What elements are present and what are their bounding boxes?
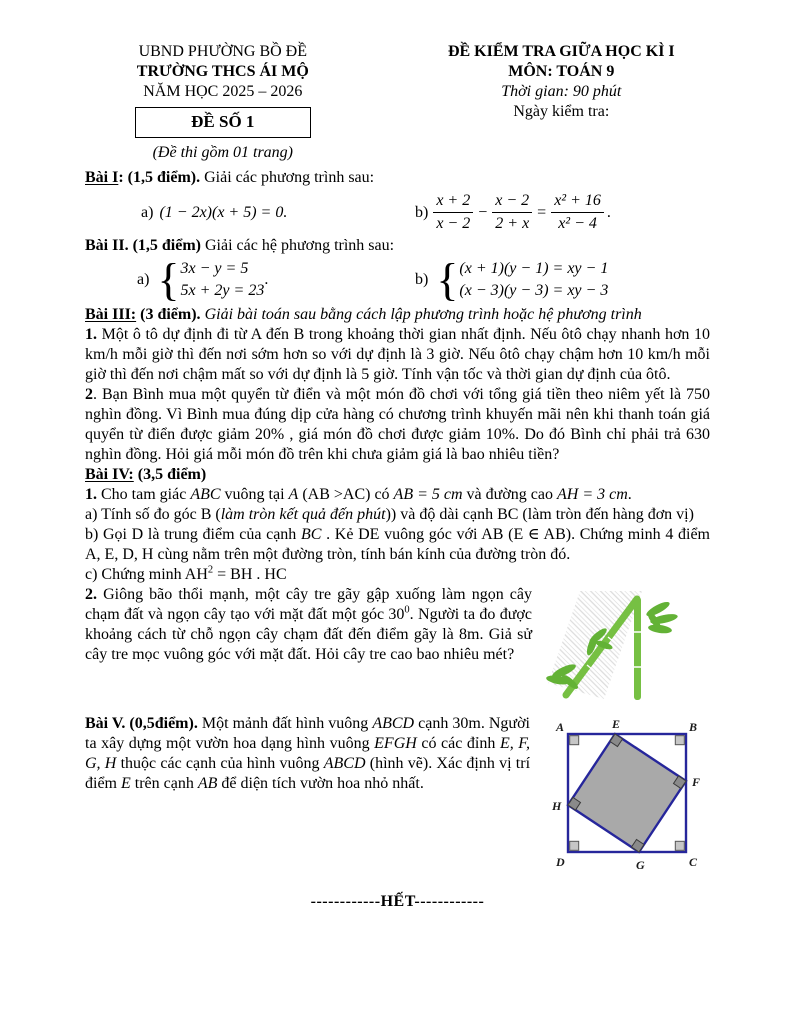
bai5-problem: Bài V. (0,5điểm). Một mảnh đất hình vuông ABCD cạnh 30m. Người ta xây dựng một vườn hoa dạng hình vuông EFGH có các đỉnh E, F, G, H thuộc các cạnh của hình vuông ABCD (hình vẽ). Xác định vị trí điểm E trên cạnh AB để diện tích vườn hoa nhỏ nhất. bbox=[85, 715, 531, 792]
bamboo-vertical-stalk bbox=[634, 597, 641, 700]
bai2-system-a bbox=[137, 253, 399, 305]
label-B: B bbox=[689, 720, 698, 734]
exam-subject: MÔN: TOÁN 9 bbox=[508, 63, 615, 80]
bai1-a-expression: (1 − 2x)(x + 5) = 0. bbox=[159, 203, 288, 221]
bamboo-figure bbox=[542, 587, 710, 705]
section-bai-2 bbox=[85, 236, 710, 305]
bai3-heading bbox=[85, 305, 710, 325]
section-bai-3 bbox=[85, 305, 710, 465]
bai1-points: : (1,5 điểm). bbox=[118, 169, 201, 186]
label-F: F bbox=[692, 775, 701, 789]
system-a-eq2: 5x + 2y = 23 bbox=[180, 282, 265, 299]
left-brace: { bbox=[157, 253, 180, 305]
bai1-equation-a bbox=[141, 203, 399, 223]
header-school-year: NĂM HỌC 2025 – 2026 bbox=[143, 83, 303, 100]
label-A: A bbox=[556, 720, 565, 734]
system-b-eq1: (x + 1)(y − 1) = xy − 1 bbox=[459, 260, 609, 277]
bai4-part-a: a) Tính số đo góc B (làm tròn kết quả đến phút)) và độ dài cạnh BC (làm tròn đến hàng đơn vị) bbox=[85, 506, 694, 523]
bai2-system-b bbox=[415, 253, 609, 305]
fraction-3: $\frac{\text{x² + 16}}{\text{x² − 4}}$ bbox=[551, 191, 604, 234]
exam-title: ĐỀ KIỂM TRA GIỮA HỌC KÌ I bbox=[447, 43, 675, 60]
header-school-block bbox=[85, 42, 361, 163]
section-bai-5 bbox=[85, 714, 710, 874]
bai2-a-label: a) bbox=[137, 271, 150, 288]
bai2-intro: Giải các hệ phương trình sau: bbox=[201, 237, 395, 254]
system-a bbox=[157, 253, 265, 305]
bai4-problem-2: 2. Giông bão thổi mạnh, một cây tre gãy gập xuống làm ngọn cây chạm đất và ngọn cây tạo với mặt đất một góc $30^0$. Người ta đo được khoảng cách từ chỗ ngọn cây chạm đất đến điểm gãy là 8m. Giả sử cây tre mọc vuông góc với mặt đất. Hỏi cây tre cao bao nhiêu mét? bbox=[85, 586, 532, 663]
system-b-eq2: (x − 3)(y − 3) = xy − 3 bbox=[459, 282, 609, 299]
exam-date-label: Ngày kiểm tra: bbox=[513, 103, 610, 120]
square-garden-figure bbox=[540, 716, 710, 872]
section-bai-4 bbox=[85, 465, 710, 707]
left-brace: { bbox=[436, 253, 459, 305]
bai2-systems bbox=[85, 253, 710, 305]
bai1-equation-b bbox=[415, 191, 611, 234]
bai3-problem-2: 2. Bạn Bình mua một quyển từ điển và một món đồ chơi với tổng giá tiền theo niêm yết là 750 nghìn đồng. Vì Bình mua đúng dịp cửa hàng có chương trình khuyến mãi nên khi thanh toán giá quyển từ điển được giảm 20% , giá món đồ chơi được giảm 10%. Do đó Bình chỉ phải trả 630 nghìn đồng. Hỏi giá mỗi món đồ trên khi chưa giảm giá là bao nhiêu tiền? bbox=[85, 386, 710, 463]
bai2-title: Bài II. (1,5 điểm) bbox=[85, 237, 201, 254]
bai4-title: Bài IV: bbox=[85, 466, 134, 483]
minus-operator: − bbox=[478, 203, 488, 221]
bai3-intro: Giải bài toán sau bằng cách lập phương trình hoặc hệ phương trình bbox=[200, 306, 642, 323]
header-authority: UBND PHƯỜNG BỒ ĐỀ bbox=[138, 43, 307, 60]
header-school-name: TRƯỜNG THCS ÁI MỘ bbox=[136, 63, 309, 80]
label-C: C bbox=[689, 855, 698, 869]
bai4-points: (3,5 điểm) bbox=[133, 466, 207, 483]
label-E: E bbox=[612, 717, 621, 731]
bai4-part-b: b) Gọi D là trung điểm của cạnh BC . Kẻ DE vuông góc với AB (E ∈ AB). Chứng minh 4 điểm A, E, D, H cùng nằm trên một đường tròn, tính bán kính của đường tròn đó. bbox=[85, 526, 710, 563]
bai1-intro: Giải các phương trình sau: bbox=[200, 169, 375, 186]
period: . bbox=[606, 203, 611, 221]
header-exam-block bbox=[413, 42, 710, 163]
bai1-a-label: a) bbox=[141, 203, 154, 221]
header-page-note: (Đề thi gồm 01 trang) bbox=[152, 144, 294, 161]
exam-code-box: ĐỀ SỐ 1 bbox=[135, 107, 311, 138]
end-marker: ------------HẾT------------ bbox=[310, 893, 485, 910]
bai1-heading bbox=[85, 168, 710, 188]
section-bai-1 bbox=[85, 168, 710, 234]
bai4-problem-1: 1. Cho tam giác ABC vuông tại A (AB >AC) có AB = 5 cm và đường cao AH = 3 cm. bbox=[85, 486, 632, 503]
bai4-problem-2-block bbox=[85, 585, 710, 707]
bai4-heading bbox=[85, 465, 710, 485]
exam-header bbox=[85, 42, 710, 163]
leaf-cluster-top bbox=[645, 599, 679, 634]
system-b bbox=[436, 253, 609, 305]
bai3-problem-1: 1. Một ô tô dự định đi từ A đến B trong khoảng thời gian nhất định. Nếu ôtô chạy nhanh hơn 10 km/h mỗi giờ thì đến nơi sớm hơn so với dự định là 3 giờ. Nếu ôtô chạy chậm hơn 10 km/h mỗi giờ thì đến nơi chậm mất so với dự định là 5 giờ. Tính vận tốc và thời gian dự định của ôtô. bbox=[85, 326, 710, 383]
bai3-title: Bài III: bbox=[85, 306, 137, 323]
fraction-2: $\frac{x - 2}{2 + x}$ bbox=[492, 191, 532, 234]
bai2-heading bbox=[85, 236, 710, 256]
period: . bbox=[264, 271, 269, 288]
system-a-eq1: 3x − y = 5 bbox=[180, 260, 249, 277]
bai4-part-c: c) Chứng minh $AH^2$ = BH . HC bbox=[85, 564, 287, 583]
label-D: D bbox=[556, 855, 565, 869]
bai3-points: (3 điểm). bbox=[136, 306, 201, 323]
bai1-title: Bài I bbox=[85, 169, 119, 186]
bai2-b-label: b) bbox=[415, 271, 429, 288]
equals-operator: = bbox=[537, 203, 547, 221]
bai1-b-label: b) bbox=[415, 203, 429, 221]
bai1-equations bbox=[85, 191, 710, 234]
label-H: H bbox=[552, 799, 562, 813]
exam-duration: Thời gian: 90 phút bbox=[501, 83, 622, 100]
fraction-1: $\frac{x + 2}{x - 2}$ bbox=[433, 191, 473, 234]
label-G: G bbox=[636, 858, 645, 872]
